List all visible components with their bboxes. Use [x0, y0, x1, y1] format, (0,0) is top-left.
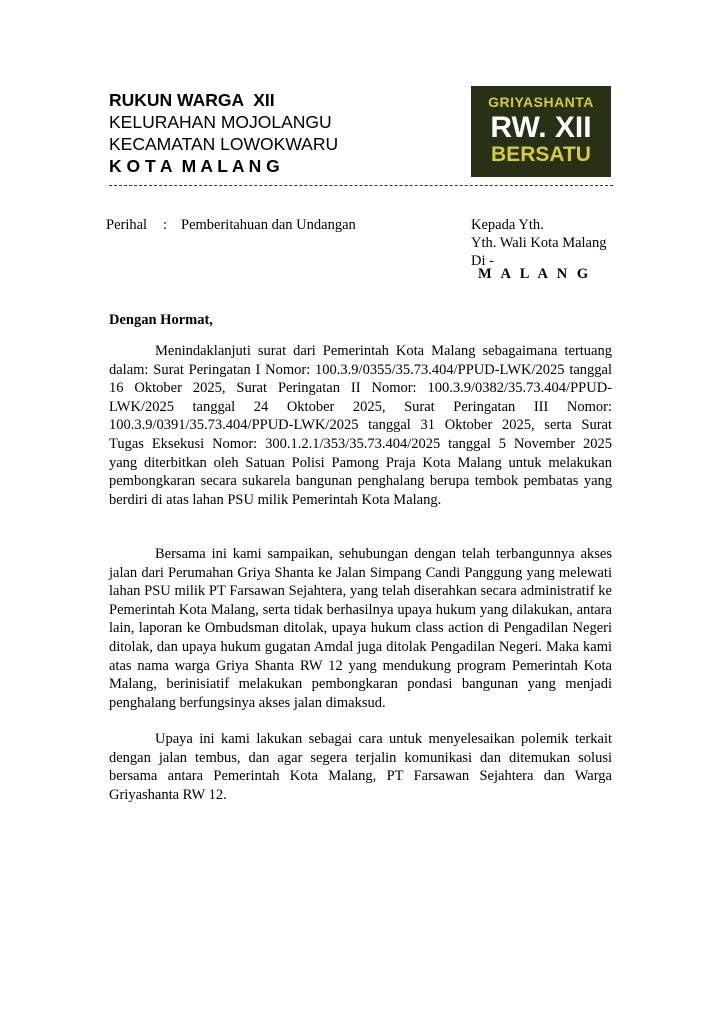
logo-line3: BERSATU — [491, 143, 591, 166]
body-paragraph-2: Bersama ini kami sampaikan, sehubungan dengan telah terbangunnya akses jalan dari Perumahan Griya Shanta ke Jalan Simpang Candi Panggung yang melewati lahan PSU milik PT Farsawan Sejahtera, yang telah diserahkan secara administratif ke Pemerintah Kota Malang, serta tidak berhasilnya upaya hukum yang dilakukan, antara lain, laporan ke Ombudsman ditolak, upaya hukum class action di Pengadilan Negeri ditolak, dan upaya hukum gugatan Amdal juga ditolak Pengadilan Negeri. Maka kami atas nama warga Griya Shanta RW 12 yang mendukung program Pemerintah Kota Malang, berinisiatif melakukan pembongkaran pondasi bangunan yang menjadi penghalang berfungsinya akses jalan dimaksud. — [109, 546, 612, 711]
recipient-line1: Kepada Yth. — [471, 217, 544, 233]
org-kecamatan: KECAMATAN LOWOKWARU — [109, 134, 339, 154]
org-name: RUKUN WARGA XII — [109, 90, 275, 110]
perihal-value: Pemberitahuan dan Undangan — [181, 217, 356, 233]
greeting — [109, 311, 213, 329]
org-city: K O T A M A L A N G — [109, 156, 280, 176]
perihal-colon: : — [163, 217, 168, 233]
recipient-line3: Di - — [471, 253, 494, 269]
letterhead — [109, 89, 338, 177]
recipient-line2: Yth. Wali Kota Malang — [471, 235, 607, 251]
body-paragraph-1: Menindaklanjuti surat dari Pemerintah Kota Malang sebagaimana tertuang dalam: Surat Peringatan I Nomor: 100.3.9/0355/35.73.404/PPUD-LWK/2025 tanggal 16 Oktober 2025, Surat Peringatan II Nomor: 100.3.9/0382/35.73.404/PPUD-LWK/2025 tanggal 24 Oktober 2025, Surat Peringatan III Nomor: 100.3.9/0391/35.73.404/PPUD-LWK/2025 tanggal 31 Oktober 2025, serta Surat Tugas Eksekusi Nomor: 300.1.2.1/353/35.73.404/2025 tanggal 5 November 2025 yang diterbitkan oleh Satuan Polisi Pamong Praja Kota Malang untuk melakukan pembongkaran secara sukarela bangunan penghalang berupa tembok pembatas yang berdiri di atas lahan PSU milik Pemerintah Kota Malang. — [109, 343, 612, 508]
logo-line1: GRIYASHANTA — [488, 94, 594, 110]
header-divider — [109, 185, 613, 186]
recipient-city: M A L A N G — [478, 266, 592, 282]
rw-logo — [471, 86, 611, 177]
recipient-block — [471, 216, 606, 270]
org-kelurahan: KELURAHAN MOJOLANGU — [109, 112, 332, 132]
perihal-label: Perihal — [106, 217, 148, 233]
logo-line2: RW. XII — [490, 111, 592, 144]
greeting-text: Dengan Hormat, — [109, 312, 213, 328]
body-paragraph-3: Upaya ini kami lakukan sebagai cara untuk menyelesaikan polemik terkait dengan jalan tembus, dan agar segera terjalin komunikasi dan ditemukan solusi bersama antara Pemerintah Kota Malang, PT Farsawan Sejahtera dan Warga Griyashanta RW 12. — [109, 731, 612, 803]
